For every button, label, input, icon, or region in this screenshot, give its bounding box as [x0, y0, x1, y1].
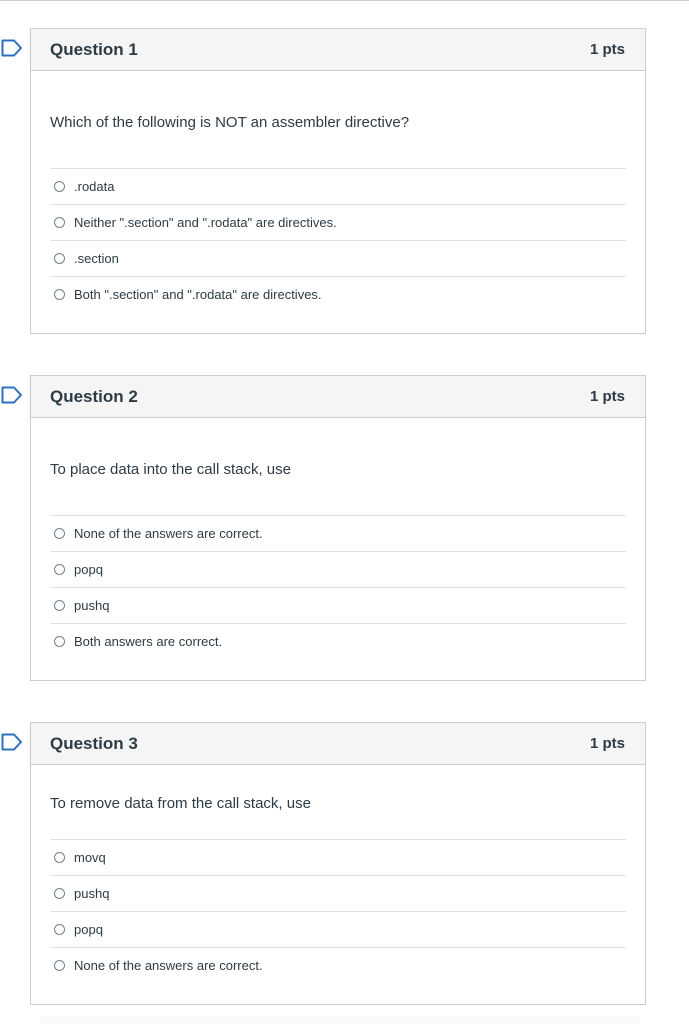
radio-button-icon[interactable]: [54, 888, 65, 899]
answer-option[interactable]: [50, 587, 626, 623]
answer-option[interactable]: [50, 911, 626, 947]
answer-label: Neither ".section" and ".rodata" are directives.: [74, 215, 337, 230]
answer-label: pushq: [74, 598, 110, 613]
answer-list: [50, 168, 626, 312]
answer-label: popq: [74, 922, 103, 937]
top-divider: [0, 0, 689, 1]
answer-label: .rodata: [74, 179, 115, 194]
answer-option[interactable]: [50, 204, 626, 240]
answer-label: Both answers are correct.: [74, 634, 223, 649]
radio-button-icon[interactable]: [54, 852, 65, 863]
question-text: Which of the following is NOT an assembler directive?: [50, 114, 410, 131]
answer-option[interactable]: [50, 240, 626, 276]
answer-option[interactable]: [50, 839, 626, 875]
answer-option[interactable]: [50, 947, 626, 983]
question-1: [30, 28, 646, 334]
flag-question-icon[interactable]: [1, 386, 23, 404]
question-3: [30, 722, 646, 1005]
question-title: Question 1: [50, 39, 138, 59]
answer-label: movq: [74, 850, 106, 865]
radio-button-icon[interactable]: [54, 564, 65, 575]
question-header: [31, 376, 645, 418]
radio-button-icon[interactable]: [54, 289, 65, 300]
question-points: 1 pts: [589, 735, 625, 752]
radio-button-icon[interactable]: [54, 960, 65, 971]
answer-list: [50, 839, 626, 983]
question-text: To place data into the call stack, use: [50, 461, 291, 478]
answer-label: .section: [74, 251, 119, 266]
flag-question-icon[interactable]: [1, 39, 23, 57]
radio-button-icon[interactable]: [54, 217, 65, 228]
answer-label: popq: [74, 562, 103, 577]
radio-button-icon[interactable]: [54, 636, 65, 647]
answer-label: pushq: [74, 886, 110, 901]
question-2: [30, 375, 646, 681]
answer-option[interactable]: [50, 515, 626, 551]
answer-label: None of the answers are correct.: [74, 526, 263, 541]
answer-label: None of the answers are correct.: [74, 958, 263, 973]
answer-option[interactable]: [50, 551, 626, 587]
answer-option[interactable]: [50, 276, 626, 312]
answer-label: Both ".section" and ".rodata" are directives.: [74, 287, 322, 302]
question-header: [31, 29, 645, 71]
radio-button-icon[interactable]: [54, 924, 65, 935]
answer-option[interactable]: [50, 875, 626, 911]
question-header: [31, 723, 645, 765]
question-text: To remove data from the call stack, use: [50, 795, 311, 812]
question-title: Question 3: [50, 733, 138, 753]
flag-question-icon[interactable]: [1, 733, 23, 751]
radio-button-icon[interactable]: [54, 600, 65, 611]
answer-list: [50, 515, 626, 659]
bottom-shadow: [40, 1016, 640, 1024]
answer-option[interactable]: [50, 623, 626, 659]
radio-button-icon[interactable]: [54, 528, 65, 539]
radio-button-icon[interactable]: [54, 253, 65, 264]
question-title: Question 2: [50, 386, 138, 406]
question-points: 1 pts: [589, 388, 625, 405]
answer-option[interactable]: [50, 168, 626, 204]
question-points: 1 pts: [589, 41, 625, 58]
radio-button-icon[interactable]: [54, 181, 65, 192]
